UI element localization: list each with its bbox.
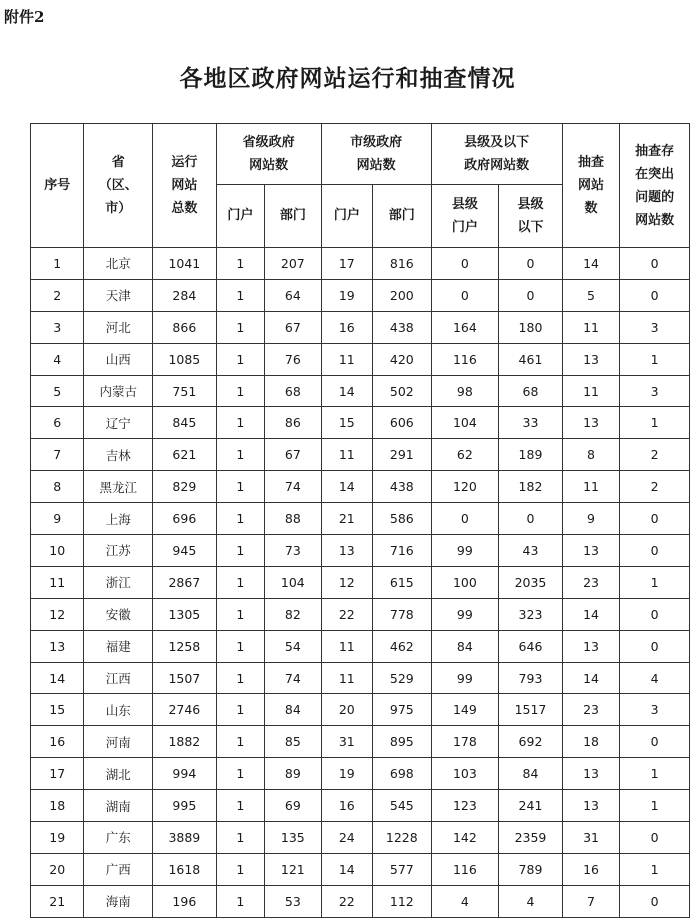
- cell-prov-dept: 53: [265, 885, 322, 917]
- cell-prov-dept: 88: [265, 503, 322, 535]
- cell-total: 2746: [153, 694, 217, 726]
- cell-county-portal: 142: [431, 822, 499, 854]
- cell-checked: 11: [562, 375, 620, 407]
- cell-prov-dept: 85: [265, 726, 322, 758]
- cell-prov-dept: 64: [265, 279, 322, 311]
- table-row: [31, 630, 690, 662]
- cell-prov-portal: 1: [216, 822, 264, 854]
- cell-total: 1041: [153, 248, 217, 280]
- cell-checked: 16: [562, 853, 620, 885]
- cell-total: 1507: [153, 662, 217, 694]
- cell-seq: 15: [31, 694, 84, 726]
- cell-city-portal: 19: [321, 758, 372, 790]
- cell-problems: 1: [620, 407, 690, 439]
- header-prov-gov: 省级政府 网站数: [216, 124, 321, 185]
- cell-county-below: 180: [499, 311, 563, 343]
- cell-city-portal: 22: [321, 598, 372, 630]
- cell-problems: 1: [620, 790, 690, 822]
- cell-problems: 3: [620, 694, 690, 726]
- cell-prov-portal: 1: [216, 471, 264, 503]
- cell-total: 945: [153, 535, 217, 567]
- cell-county-portal: 99: [431, 598, 499, 630]
- cell-county-below: 646: [499, 630, 563, 662]
- cell-county-portal: 149: [431, 694, 499, 726]
- cell-city-dept: 438: [373, 311, 432, 343]
- cell-prov-dept: 104: [265, 566, 322, 598]
- cell-county-below: 68: [499, 375, 563, 407]
- cell-problems: 0: [620, 822, 690, 854]
- cell-checked: 7: [562, 885, 620, 917]
- cell-prov-dept: 67: [265, 311, 322, 343]
- cell-prov-dept: 73: [265, 535, 322, 567]
- cell-province: 安徽: [84, 598, 153, 630]
- cell-city-portal: 12: [321, 566, 372, 598]
- cell-seq: 14: [31, 662, 84, 694]
- cell-city-portal: 19: [321, 279, 372, 311]
- cell-prov-portal: 1: [216, 343, 264, 375]
- cell-checked: 5: [562, 279, 620, 311]
- cell-county-below: 43: [499, 535, 563, 567]
- cell-checked: 13: [562, 343, 620, 375]
- cell-checked: 13: [562, 630, 620, 662]
- table-row: [31, 566, 690, 598]
- cell-province: 广西: [84, 853, 153, 885]
- table-body: [31, 248, 690, 918]
- cell-city-portal: 20: [321, 694, 372, 726]
- cell-prov-dept: 86: [265, 407, 322, 439]
- cell-county-portal: 84: [431, 630, 499, 662]
- cell-total: 196: [153, 885, 217, 917]
- cell-city-portal: 31: [321, 726, 372, 758]
- cell-city-dept: 778: [373, 598, 432, 630]
- cell-prov-dept: 82: [265, 598, 322, 630]
- cell-checked: 23: [562, 694, 620, 726]
- cell-city-dept: 462: [373, 630, 432, 662]
- cell-county-portal: 116: [431, 343, 499, 375]
- cell-city-portal: 15: [321, 407, 372, 439]
- table-row: [31, 790, 690, 822]
- cell-total: 1305: [153, 598, 217, 630]
- cell-province: 福建: [84, 630, 153, 662]
- table-row: [31, 279, 690, 311]
- cell-province: 北京: [84, 248, 153, 280]
- cell-city-portal: 21: [321, 503, 372, 535]
- cell-city-dept: 698: [373, 758, 432, 790]
- cell-problems: 3: [620, 311, 690, 343]
- cell-prov-dept: 67: [265, 439, 322, 471]
- header-county-below: 县级 以下: [499, 185, 563, 248]
- cell-province: 内蒙古: [84, 375, 153, 407]
- cell-checked: 13: [562, 790, 620, 822]
- cell-prov-portal: 1: [216, 439, 264, 471]
- cell-total: 751: [153, 375, 217, 407]
- cell-county-portal: 4: [431, 885, 499, 917]
- cell-checked: 14: [562, 248, 620, 280]
- cell-seq: 7: [31, 439, 84, 471]
- cell-prov-dept: 74: [265, 662, 322, 694]
- cell-county-below: 461: [499, 343, 563, 375]
- cell-prov-portal: 1: [216, 662, 264, 694]
- cell-checked: 9: [562, 503, 620, 535]
- cell-seq: 6: [31, 407, 84, 439]
- cell-seq: 11: [31, 566, 84, 598]
- cell-total: 994: [153, 758, 217, 790]
- cell-county-portal: 120: [431, 471, 499, 503]
- cell-total: 1085: [153, 343, 217, 375]
- header-county-portal: 县级 门户: [431, 185, 499, 248]
- table-row: [31, 822, 690, 854]
- page-title: 各地区政府网站运行和抽查情况: [179, 65, 516, 92]
- cell-county-portal: 116: [431, 853, 499, 885]
- cell-province: 广东: [84, 822, 153, 854]
- cell-county-below: 0: [499, 503, 563, 535]
- cell-total: 845: [153, 407, 217, 439]
- cell-county-below: 789: [499, 853, 563, 885]
- table-row: [31, 535, 690, 567]
- cell-problems: 3: [620, 375, 690, 407]
- cell-prov-dept: 84: [265, 694, 322, 726]
- cell-total: 995: [153, 790, 217, 822]
- cell-problems: 0: [620, 630, 690, 662]
- cell-county-below: 84: [499, 758, 563, 790]
- cell-county-portal: 123: [431, 790, 499, 822]
- cell-seq: 8: [31, 471, 84, 503]
- cell-county-portal: 0: [431, 248, 499, 280]
- cell-problems: 1: [620, 853, 690, 885]
- table-row: [31, 694, 690, 726]
- header-problems: 抽查存 在突出 问题的 网站数: [620, 124, 690, 248]
- cell-prov-portal: 1: [216, 407, 264, 439]
- cell-province: 湖北: [84, 758, 153, 790]
- table-row: [31, 439, 690, 471]
- cell-county-portal: 104: [431, 407, 499, 439]
- cell-city-dept: 291: [373, 439, 432, 471]
- cell-seq: 16: [31, 726, 84, 758]
- cell-prov-portal: 1: [216, 726, 264, 758]
- table-row: [31, 662, 690, 694]
- table-row: [31, 407, 690, 439]
- cell-county-below: 241: [499, 790, 563, 822]
- cell-city-dept: 529: [373, 662, 432, 694]
- cell-prov-portal: 1: [216, 279, 264, 311]
- header-checked: 抽查 网站 数: [562, 124, 620, 248]
- cell-prov-dept: 74: [265, 471, 322, 503]
- cell-city-dept: 586: [373, 503, 432, 535]
- table-row: [31, 885, 690, 917]
- cell-county-portal: 178: [431, 726, 499, 758]
- cell-problems: 0: [620, 598, 690, 630]
- cell-county-portal: 62: [431, 439, 499, 471]
- cell-problems: 0: [620, 503, 690, 535]
- cell-county-below: 2359: [499, 822, 563, 854]
- cell-seq: 21: [31, 885, 84, 917]
- cell-city-dept: 606: [373, 407, 432, 439]
- cell-city-portal: 11: [321, 630, 372, 662]
- cell-prov-portal: 1: [216, 598, 264, 630]
- attachment-label: 附件2: [4, 8, 45, 26]
- cell-total: 696: [153, 503, 217, 535]
- cell-city-portal: 11: [321, 662, 372, 694]
- cell-problems: 0: [620, 279, 690, 311]
- cell-prov-dept: 76: [265, 343, 322, 375]
- cell-total: 829: [153, 471, 217, 503]
- cell-county-below: 4: [499, 885, 563, 917]
- cell-county-below: 0: [499, 248, 563, 280]
- cell-county-below: 323: [499, 598, 563, 630]
- cell-county-portal: 99: [431, 535, 499, 567]
- header-county-gov: 县级及以下 政府网站数: [431, 124, 562, 185]
- cell-prov-portal: 1: [216, 758, 264, 790]
- cell-prov-portal: 1: [216, 885, 264, 917]
- cell-seq: 17: [31, 758, 84, 790]
- cell-problems: 1: [620, 566, 690, 598]
- cell-total: 3889: [153, 822, 217, 854]
- cell-total: 866: [153, 311, 217, 343]
- cell-prov-portal: 1: [216, 694, 264, 726]
- cell-problems: 0: [620, 726, 690, 758]
- cell-seq: 13: [31, 630, 84, 662]
- cell-prov-dept: 89: [265, 758, 322, 790]
- cell-seq: 12: [31, 598, 84, 630]
- table-row: [31, 503, 690, 535]
- website-stats-table: [30, 123, 690, 918]
- header-prov-dept: 部门: [265, 185, 322, 248]
- cell-checked: 8: [562, 439, 620, 471]
- cell-city-portal: 14: [321, 853, 372, 885]
- cell-city-portal: 24: [321, 822, 372, 854]
- cell-checked: 14: [562, 598, 620, 630]
- cell-seq: 10: [31, 535, 84, 567]
- cell-checked: 31: [562, 822, 620, 854]
- cell-city-portal: 13: [321, 535, 372, 567]
- cell-problems: 1: [620, 758, 690, 790]
- cell-problems: 2: [620, 471, 690, 503]
- cell-checked: 13: [562, 535, 620, 567]
- cell-county-below: 1517: [499, 694, 563, 726]
- cell-seq: 5: [31, 375, 84, 407]
- cell-province: 山东: [84, 694, 153, 726]
- cell-prov-dept: 135: [265, 822, 322, 854]
- cell-prov-dept: 207: [265, 248, 322, 280]
- cell-county-below: 2035: [499, 566, 563, 598]
- cell-county-portal: 103: [431, 758, 499, 790]
- cell-problems: 0: [620, 885, 690, 917]
- cell-province: 天津: [84, 279, 153, 311]
- table-row: [31, 311, 690, 343]
- cell-checked: 23: [562, 566, 620, 598]
- cell-county-portal: 98: [431, 375, 499, 407]
- cell-county-portal: 99: [431, 662, 499, 694]
- cell-prov-portal: 1: [216, 853, 264, 885]
- header-province: 省 （区、 市）: [84, 124, 153, 248]
- cell-total: 1882: [153, 726, 217, 758]
- cell-prov-portal: 1: [216, 311, 264, 343]
- cell-checked: 11: [562, 471, 620, 503]
- cell-city-dept: 615: [373, 566, 432, 598]
- cell-checked: 13: [562, 758, 620, 790]
- header-seq: 序号: [31, 124, 84, 248]
- table-row: [31, 471, 690, 503]
- cell-city-dept: 112: [373, 885, 432, 917]
- cell-city-dept: 420: [373, 343, 432, 375]
- cell-seq: 3: [31, 311, 84, 343]
- cell-problems: 2: [620, 439, 690, 471]
- table-header: [31, 124, 690, 248]
- cell-total: 1618: [153, 853, 217, 885]
- cell-county-below: 692: [499, 726, 563, 758]
- cell-county-portal: 0: [431, 503, 499, 535]
- cell-city-dept: 438: [373, 471, 432, 503]
- cell-city-dept: 502: [373, 375, 432, 407]
- cell-province: 辽宁: [84, 407, 153, 439]
- cell-city-portal: 22: [321, 885, 372, 917]
- cell-city-dept: 200: [373, 279, 432, 311]
- cell-province: 上海: [84, 503, 153, 535]
- cell-county-below: 189: [499, 439, 563, 471]
- cell-province: 吉林: [84, 439, 153, 471]
- cell-province: 山西: [84, 343, 153, 375]
- cell-province: 湖南: [84, 790, 153, 822]
- header-city-gov: 市级政府 网站数: [321, 124, 431, 185]
- cell-prov-portal: 1: [216, 375, 264, 407]
- cell-county-portal: 0: [431, 279, 499, 311]
- cell-province: 海南: [84, 885, 153, 917]
- cell-city-portal: 17: [321, 248, 372, 280]
- cell-seq: 18: [31, 790, 84, 822]
- cell-prov-portal: 1: [216, 248, 264, 280]
- cell-city-dept: 716: [373, 535, 432, 567]
- table-row: [31, 375, 690, 407]
- table-row: [31, 726, 690, 758]
- cell-problems: 0: [620, 535, 690, 567]
- cell-prov-dept: 54: [265, 630, 322, 662]
- cell-province: 河南: [84, 726, 153, 758]
- cell-problems: 4: [620, 662, 690, 694]
- cell-city-dept: 577: [373, 853, 432, 885]
- cell-county-below: 793: [499, 662, 563, 694]
- cell-prov-dept: 69: [265, 790, 322, 822]
- cell-seq: 4: [31, 343, 84, 375]
- cell-province: 江西: [84, 662, 153, 694]
- table-row: [31, 343, 690, 375]
- cell-county-below: 33: [499, 407, 563, 439]
- cell-seq: 2: [31, 279, 84, 311]
- cell-prov-portal: 1: [216, 503, 264, 535]
- cell-city-dept: 816: [373, 248, 432, 280]
- cell-checked: 11: [562, 311, 620, 343]
- cell-total: 621: [153, 439, 217, 471]
- table-row: [31, 853, 690, 885]
- cell-checked: 14: [562, 662, 620, 694]
- cell-problems: 0: [620, 248, 690, 280]
- cell-checked: 18: [562, 726, 620, 758]
- cell-seq: 20: [31, 853, 84, 885]
- cell-prov-portal: 1: [216, 566, 264, 598]
- cell-county-below: 0: [499, 279, 563, 311]
- cell-county-below: 182: [499, 471, 563, 503]
- table-row: [31, 758, 690, 790]
- cell-province: 浙江: [84, 566, 153, 598]
- cell-city-dept: 545: [373, 790, 432, 822]
- cell-city-portal: 14: [321, 471, 372, 503]
- cell-total: 284: [153, 279, 217, 311]
- table-row: [31, 248, 690, 280]
- cell-county-portal: 164: [431, 311, 499, 343]
- cell-city-dept: 895: [373, 726, 432, 758]
- header-city-dept: 部门: [373, 185, 432, 248]
- cell-prov-dept: 68: [265, 375, 322, 407]
- cell-prov-portal: 1: [216, 630, 264, 662]
- cell-city-portal: 16: [321, 790, 372, 822]
- cell-city-dept: 1228: [373, 822, 432, 854]
- header-total: 运行 网站 总数: [153, 124, 217, 248]
- cell-prov-portal: 1: [216, 535, 264, 567]
- header-city-portal: 门户: [321, 185, 372, 248]
- cell-province: 河北: [84, 311, 153, 343]
- cell-prov-dept: 121: [265, 853, 322, 885]
- cell-city-dept: 975: [373, 694, 432, 726]
- cell-prov-portal: 1: [216, 790, 264, 822]
- header-prov-portal: 门户: [216, 185, 264, 248]
- cell-city-portal: 11: [321, 439, 372, 471]
- cell-total: 1258: [153, 630, 217, 662]
- cell-seq: 19: [31, 822, 84, 854]
- cell-problems: 1: [620, 343, 690, 375]
- cell-county-portal: 100: [431, 566, 499, 598]
- cell-province: 黑龙江: [84, 471, 153, 503]
- cell-total: 2867: [153, 566, 217, 598]
- cell-city-portal: 11: [321, 343, 372, 375]
- cell-seq: 1: [31, 248, 84, 280]
- cell-checked: 13: [562, 407, 620, 439]
- cell-city-portal: 16: [321, 311, 372, 343]
- table-row: [31, 598, 690, 630]
- cell-city-portal: 14: [321, 375, 372, 407]
- cell-province: 江苏: [84, 535, 153, 567]
- cell-seq: 9: [31, 503, 84, 535]
